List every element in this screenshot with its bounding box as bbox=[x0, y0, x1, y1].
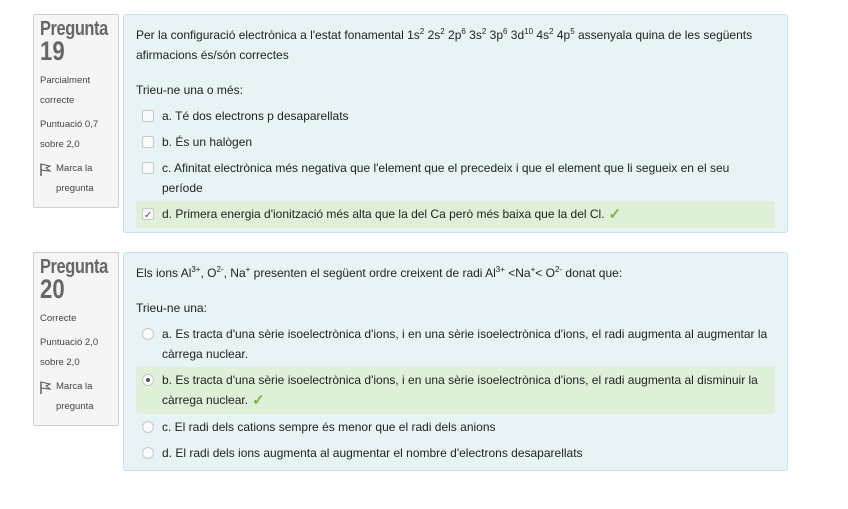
text-segment: assenyala quina de les següents afirmacions és/són correctes bbox=[136, 28, 753, 62]
question-grade: Puntuació 0,7 sobre 2,0 bbox=[40, 119, 99, 150]
superscript: 2 bbox=[481, 27, 487, 36]
question-text bbox=[136, 263, 775, 283]
superscript: 5 bbox=[570, 27, 575, 36]
answer-radio[interactable] bbox=[142, 374, 154, 386]
superscript: 2 bbox=[440, 27, 445, 36]
question-word: Pregunta bbox=[40, 256, 108, 278]
superscript: 10 bbox=[524, 27, 534, 36]
superscript: 2 bbox=[549, 27, 554, 36]
answer-label: c. El radi dels cations sempre és menor que el radi dels anions bbox=[162, 420, 496, 434]
answer-option[interactable] bbox=[136, 321, 775, 367]
text-segment: 3p bbox=[486, 28, 503, 42]
answer-label: c. Afinitat electrònica més negativa que l'element que el precedeix i que el element que li segueix en el seu període bbox=[162, 161, 730, 195]
question-text bbox=[136, 25, 775, 65]
question-word: Pregunta bbox=[40, 18, 108, 40]
question-info-19 bbox=[33, 14, 119, 208]
answer-label: d. Primera energia d'ionització més alta que la del Ca però més baixa que la del Cl. ✓ bbox=[162, 206, 622, 223]
answer-list bbox=[136, 103, 775, 228]
answer-option[interactable] bbox=[136, 155, 775, 201]
answer-checkbox[interactable] bbox=[142, 208, 154, 220]
answer-label: d. El radi dels ions augmenta al augmentar el nombre d'electrons desaparellats bbox=[162, 446, 583, 460]
answer-label: a. Té dos electrons p desaparellats bbox=[162, 109, 349, 123]
text-segment: Per la configuració electrònica a l'estat fonamental 1s bbox=[136, 28, 420, 42]
answer-radio[interactable] bbox=[142, 447, 154, 459]
text-segment: 3s bbox=[465, 28, 482, 42]
answer-option[interactable] bbox=[136, 103, 775, 129]
question-info-20 bbox=[33, 252, 119, 426]
question-state: Parcialment correcte bbox=[40, 75, 91, 106]
text-segment: 4p bbox=[553, 28, 571, 42]
text-segment: 3d bbox=[507, 28, 525, 42]
text-segment: , Na bbox=[223, 266, 246, 280]
flag-icon bbox=[40, 381, 52, 395]
text-segment: donat que: bbox=[562, 266, 623, 280]
answer-label: b. Es tracta d'una sèrie isoelectrònica d'ions, i en una sèrie isoelectrònica d'ions, el radi augmenta al disminuir la càrrega nuclear. ✓ bbox=[162, 373, 758, 409]
flag-question-button[interactable] bbox=[40, 159, 112, 199]
answer-radio[interactable] bbox=[142, 421, 154, 433]
superscript: 3+ bbox=[191, 265, 201, 274]
answer-option[interactable] bbox=[136, 440, 775, 466]
answer-option[interactable] bbox=[136, 367, 775, 414]
answer-checkbox[interactable] bbox=[142, 110, 154, 122]
question-content-19 bbox=[123, 14, 788, 233]
text-segment: presenten el següent ordre creixent de radi Al bbox=[250, 266, 496, 280]
answer-checkbox[interactable] bbox=[142, 162, 154, 174]
answer-list bbox=[136, 321, 775, 466]
text-segment: 2p bbox=[444, 28, 462, 42]
superscript: 6 bbox=[461, 27, 466, 36]
text-segment: <Na bbox=[504, 266, 531, 280]
superscript: 2- bbox=[216, 265, 224, 274]
flag-label: Marca la pregunta bbox=[56, 163, 94, 194]
answer-radio[interactable] bbox=[142, 328, 154, 340]
superscript: 2- bbox=[554, 265, 563, 274]
answer-option[interactable] bbox=[136, 414, 775, 440]
text-segment: Els ions Al bbox=[136, 266, 192, 280]
superscript: 6 bbox=[503, 27, 508, 36]
question-grade: Puntuació 2,0 sobre 2,0 bbox=[40, 337, 99, 368]
superscript: 3+ bbox=[495, 265, 505, 274]
answer-label: a. Es tracta d'una sèrie isoelectrònica d'ions, i en una sèrie isoelectrònica d'ions, el radi augmenta al augmentar la càrrega nuclear. bbox=[162, 327, 768, 361]
answer-prompt: Trieu-ne una o més: bbox=[136, 83, 243, 97]
answer-prompt: Trieu-ne una: bbox=[136, 301, 207, 315]
answer-label: b. És un halògen bbox=[162, 135, 253, 149]
question-content-20 bbox=[123, 252, 788, 471]
superscript: + bbox=[530, 265, 536, 274]
text-segment: 2s bbox=[424, 28, 441, 42]
question-number: 19 bbox=[40, 36, 65, 66]
text-segment: , O bbox=[200, 266, 217, 280]
check-icon: ✓ bbox=[608, 206, 622, 223]
answer-checkbox[interactable] bbox=[142, 136, 154, 148]
check-icon: ✓ bbox=[252, 392, 265, 409]
question-state: Correcte bbox=[40, 313, 77, 324]
answer-option[interactable] bbox=[136, 201, 775, 228]
question-number: 20 bbox=[40, 274, 65, 304]
superscript: 2 bbox=[419, 27, 425, 36]
answer-option[interactable] bbox=[136, 129, 775, 155]
flag-question-button[interactable] bbox=[40, 377, 112, 417]
flag-icon bbox=[40, 163, 52, 177]
text-segment: < O bbox=[535, 266, 555, 280]
text-segment: 4s bbox=[533, 28, 550, 42]
flag-label: Marca la pregunta bbox=[56, 381, 94, 412]
superscript: + bbox=[245, 265, 251, 274]
